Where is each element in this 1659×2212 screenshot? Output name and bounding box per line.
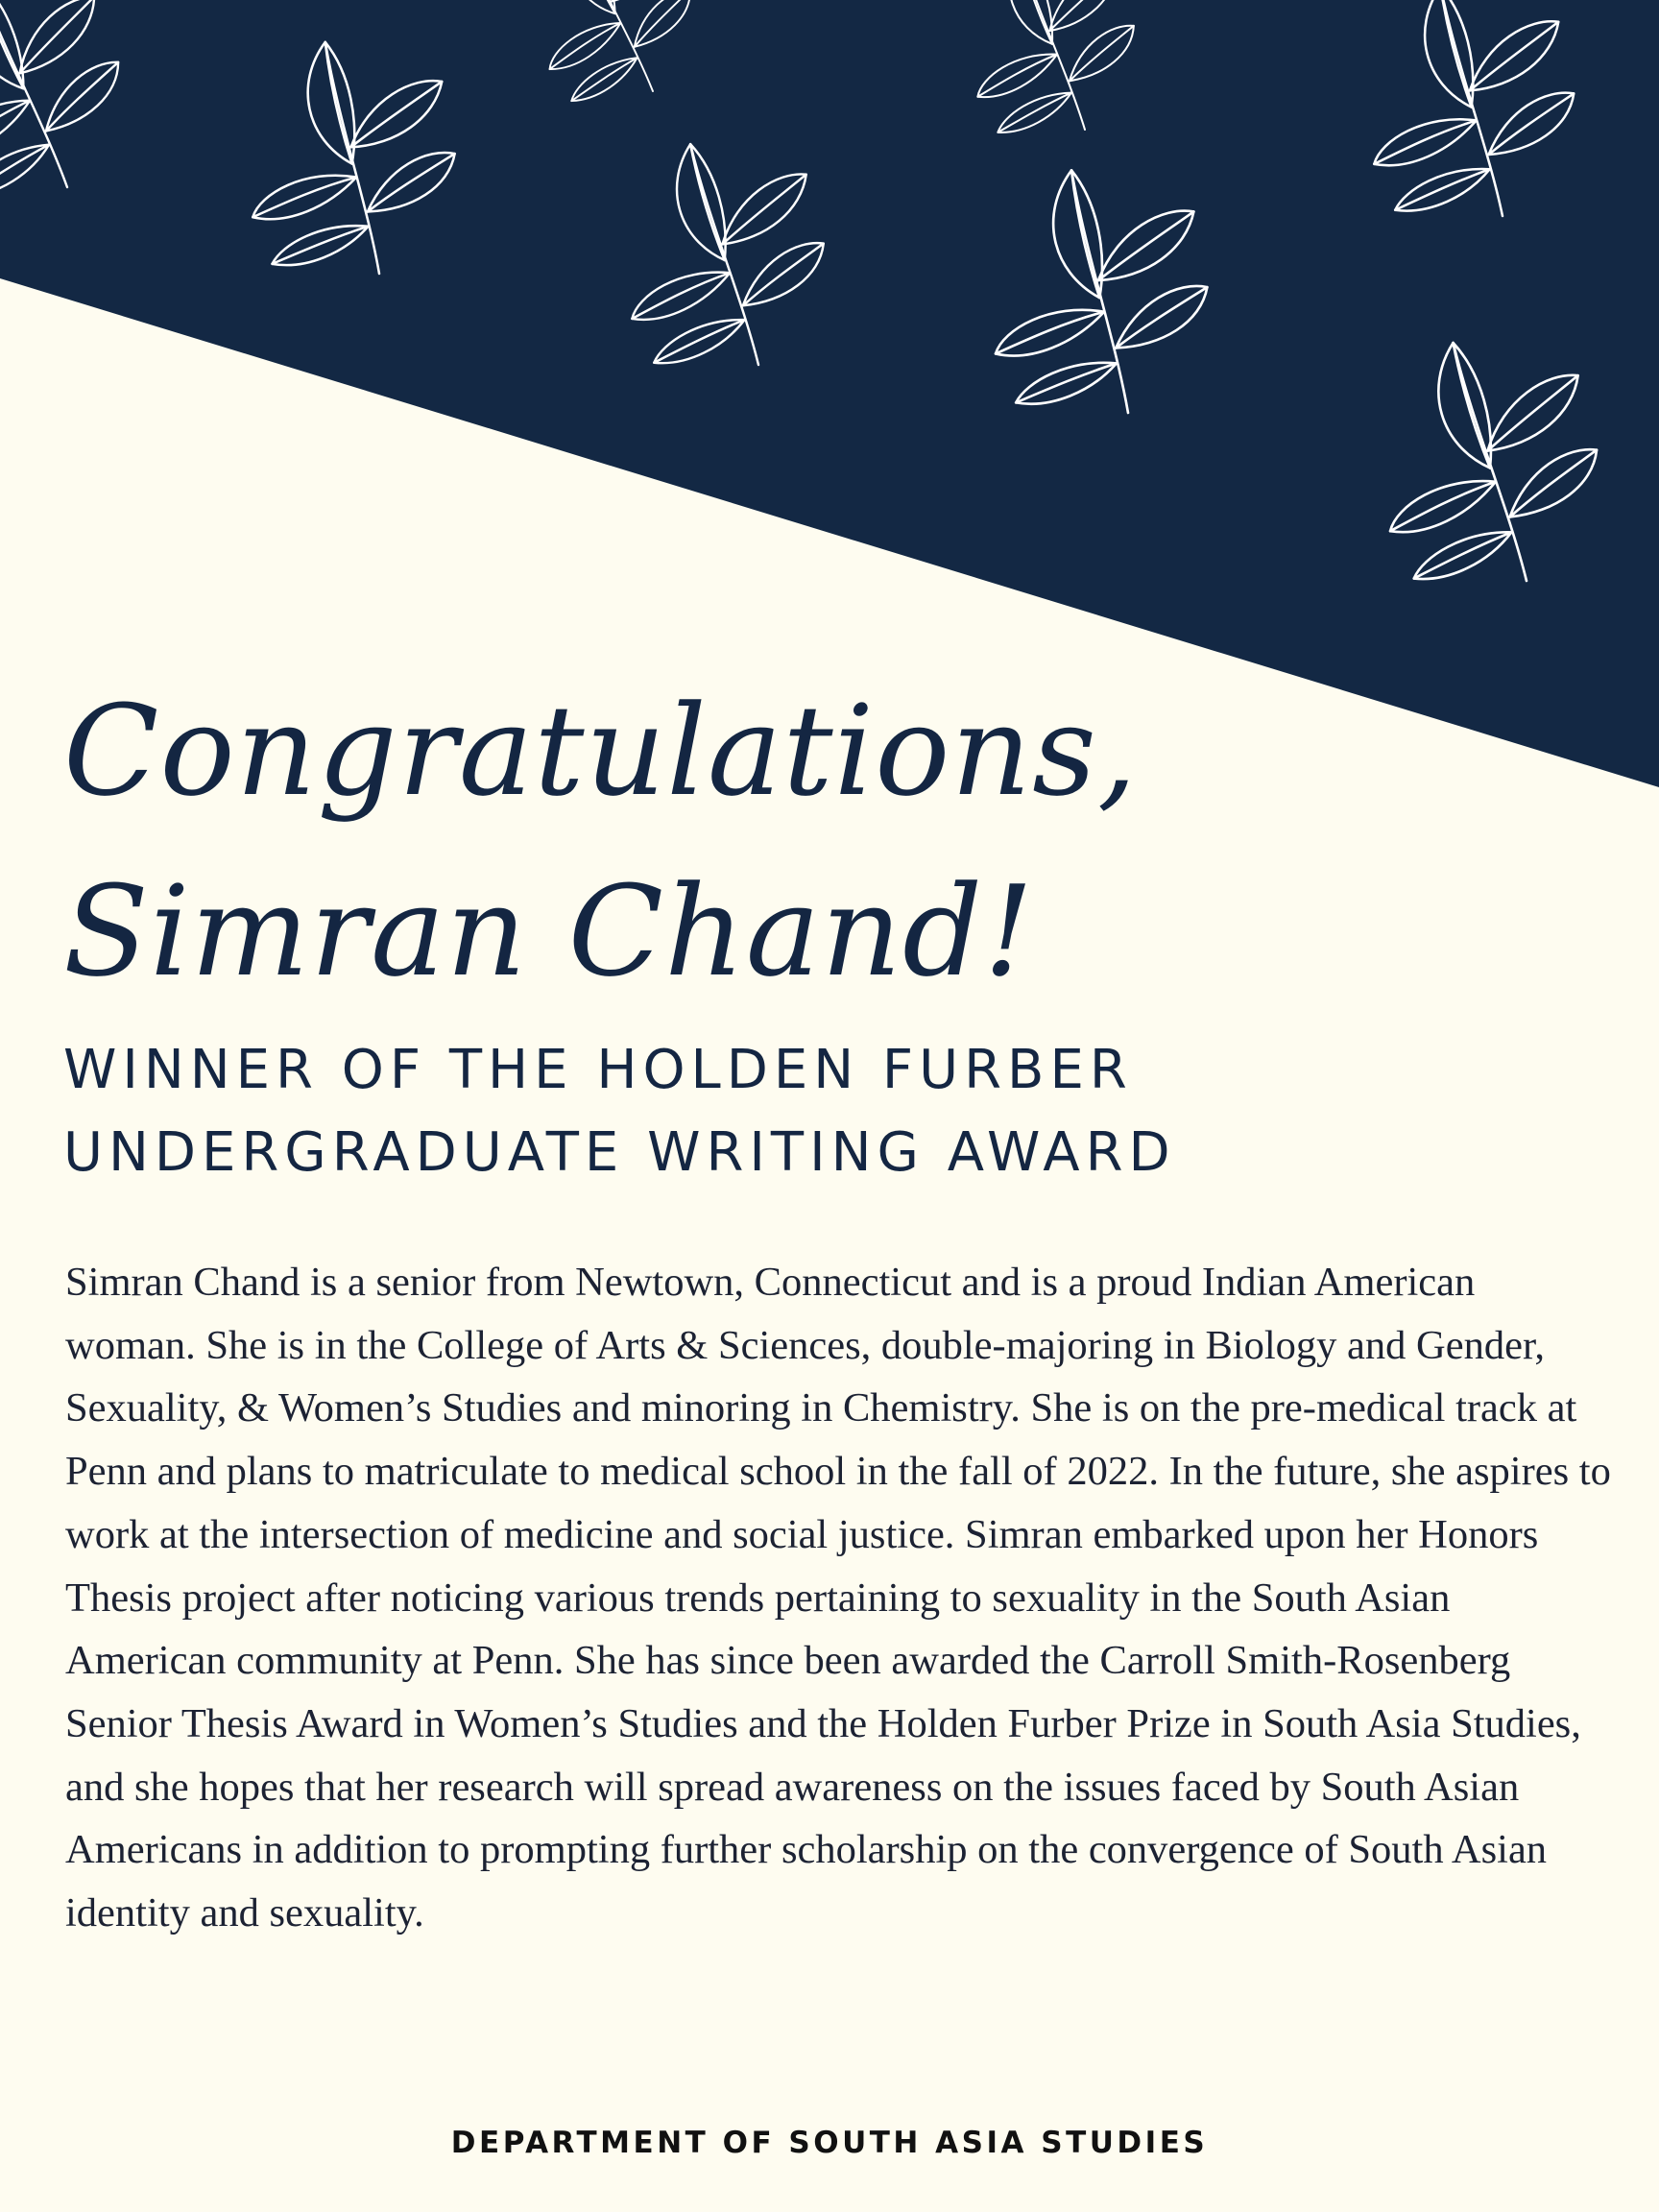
biography-paragraph: Simran Chand is a senior from Newtown, Connecticut and is a proud Indian American woman. She is in the College of Arts & Sciences, double-majoring in Biology and Gender, Sexuality, & Women’s Studies and minoring in Chemistry. She is on the pre-medical track at Penn and plans to matriculate to medical school in the fall of 2022. In the future, she aspires to work at the intersection of medicine and social justice. Simran embarked upon her Honors Thesis project after noticing various trends pertaining to sexuality in the South Asian American community at Penn. She has since been awarded the Carroll Smith-Rosenberg Senior Thesis Award in Women’s Studies and the Holden Furber Prize in South Asia Studies, and she hopes that her research will spread awareness on the issues faced by South Asian Americans in addition to prompting further scholarship on the convergence of South Asian identity and sexuality. — [65, 1260, 1611, 1936]
subhead-line-1: WINNER OF THE HOLDEN FURBER — [63, 1039, 1133, 1101]
congratulations-heading — [63, 661, 1138, 1022]
headline-line-1: Congratulations, — [63, 678, 1139, 824]
headline-line-2: Simran Chand! — [63, 858, 1035, 1004]
award-subheading — [63, 1029, 1176, 1194]
subhead-line-2: UNDERGRADUATE WRITING AWARD — [63, 1121, 1176, 1184]
department-footer: DEPARTMENT OF SOUTH ASIA STUDIES — [450, 2126, 1209, 2160]
